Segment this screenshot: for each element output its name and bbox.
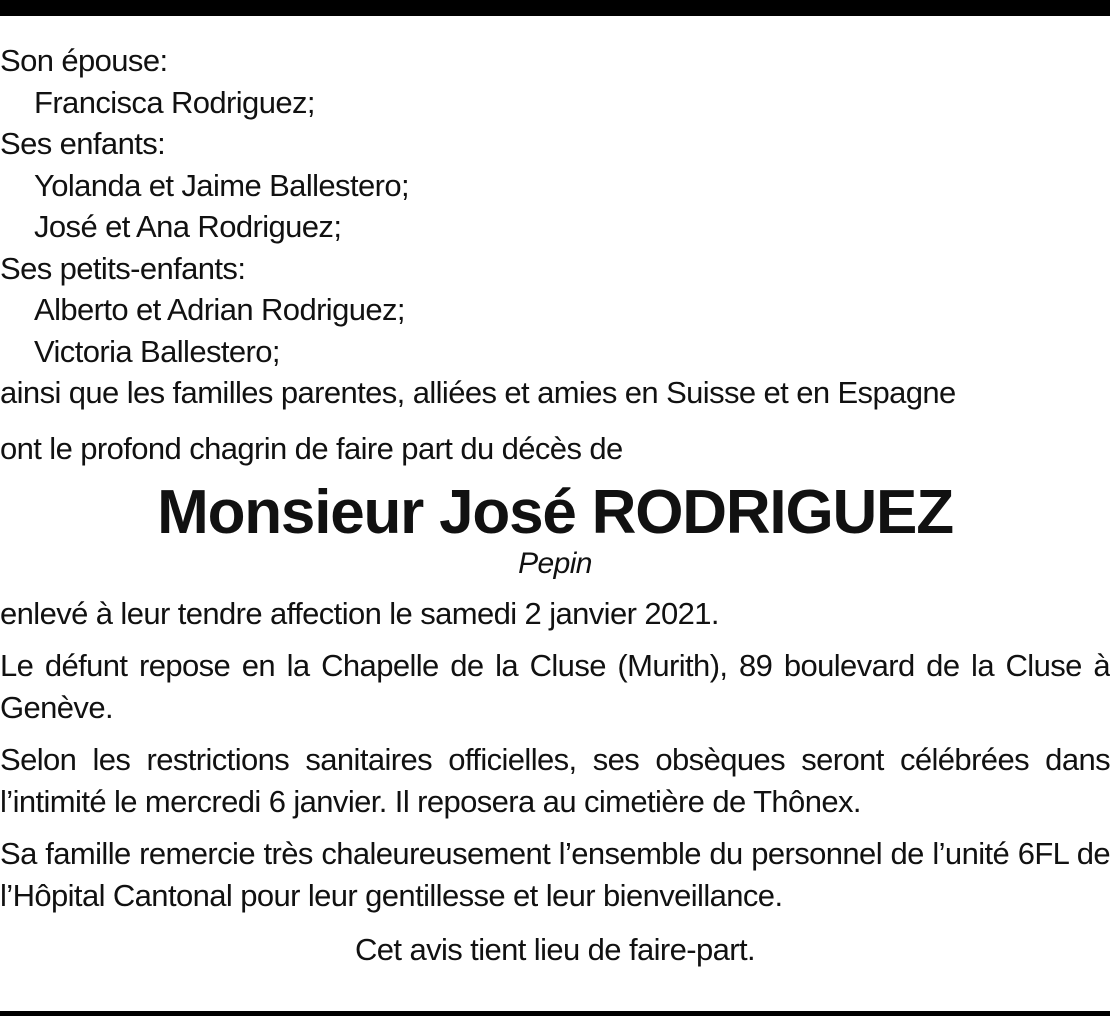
grandchild-name: Alberto et Adrian Rodriguez; — [34, 292, 405, 327]
grandchildren-heading: Ses petits-enfants: — [0, 250, 246, 286]
announcement-text: ont le profond chagrin de faire part du décès de — [0, 430, 623, 466]
child-name: José et Ana Rodriguez; — [34, 209, 342, 244]
closing-line: Cet avis tient lieu de faire-part. — [354, 932, 756, 967]
grandchild-name: Victoria Ballestero; — [34, 333, 280, 369]
spouse-heading: Son épouse: — [0, 43, 168, 78]
resting-place-paragraph: Le défunt repose en la Chapelle de la Cluse (Murith), 89 boulevard de la Cluse à Genève. — [0, 648, 1110, 725]
child-name: Yolanda et Jaime Ballestero; — [34, 167, 409, 203]
bottom-rule — [0, 1011, 1110, 1016]
funeral-paragraph: Selon les restrictions sanitaires officielles, ses obsèques seront célébrées dans l’intimité le mercredi 6 janvier. Il reposera au cimetière de Thônex. — [0, 742, 1110, 819]
deceased-name: Monsieur José RODRIGUEZ — [157, 478, 953, 547]
death-date-paragraph: enlevé à leur tendre affection le samedi 2 janvier 2021. — [0, 596, 719, 631]
deceased-nickname: Pepin — [518, 547, 592, 580]
top-rule — [0, 0, 1110, 16]
thanks-paragraph: Sa famille remercie très chaleureusement l’ensemble du personnel de l’unité 6FL de l’Hôpital Cantonal pour leur gentillesse et leur bienveillance. — [0, 836, 1110, 913]
extended-family: ainsi que les familles parentes, alliées et amies en Suisse et en Espagne — [0, 375, 956, 410]
spouse-name: Francisca Rodriguez; — [34, 84, 315, 120]
obituary-notice — [0, 40, 1110, 971]
children-heading: Ses enfants: — [0, 126, 166, 161]
